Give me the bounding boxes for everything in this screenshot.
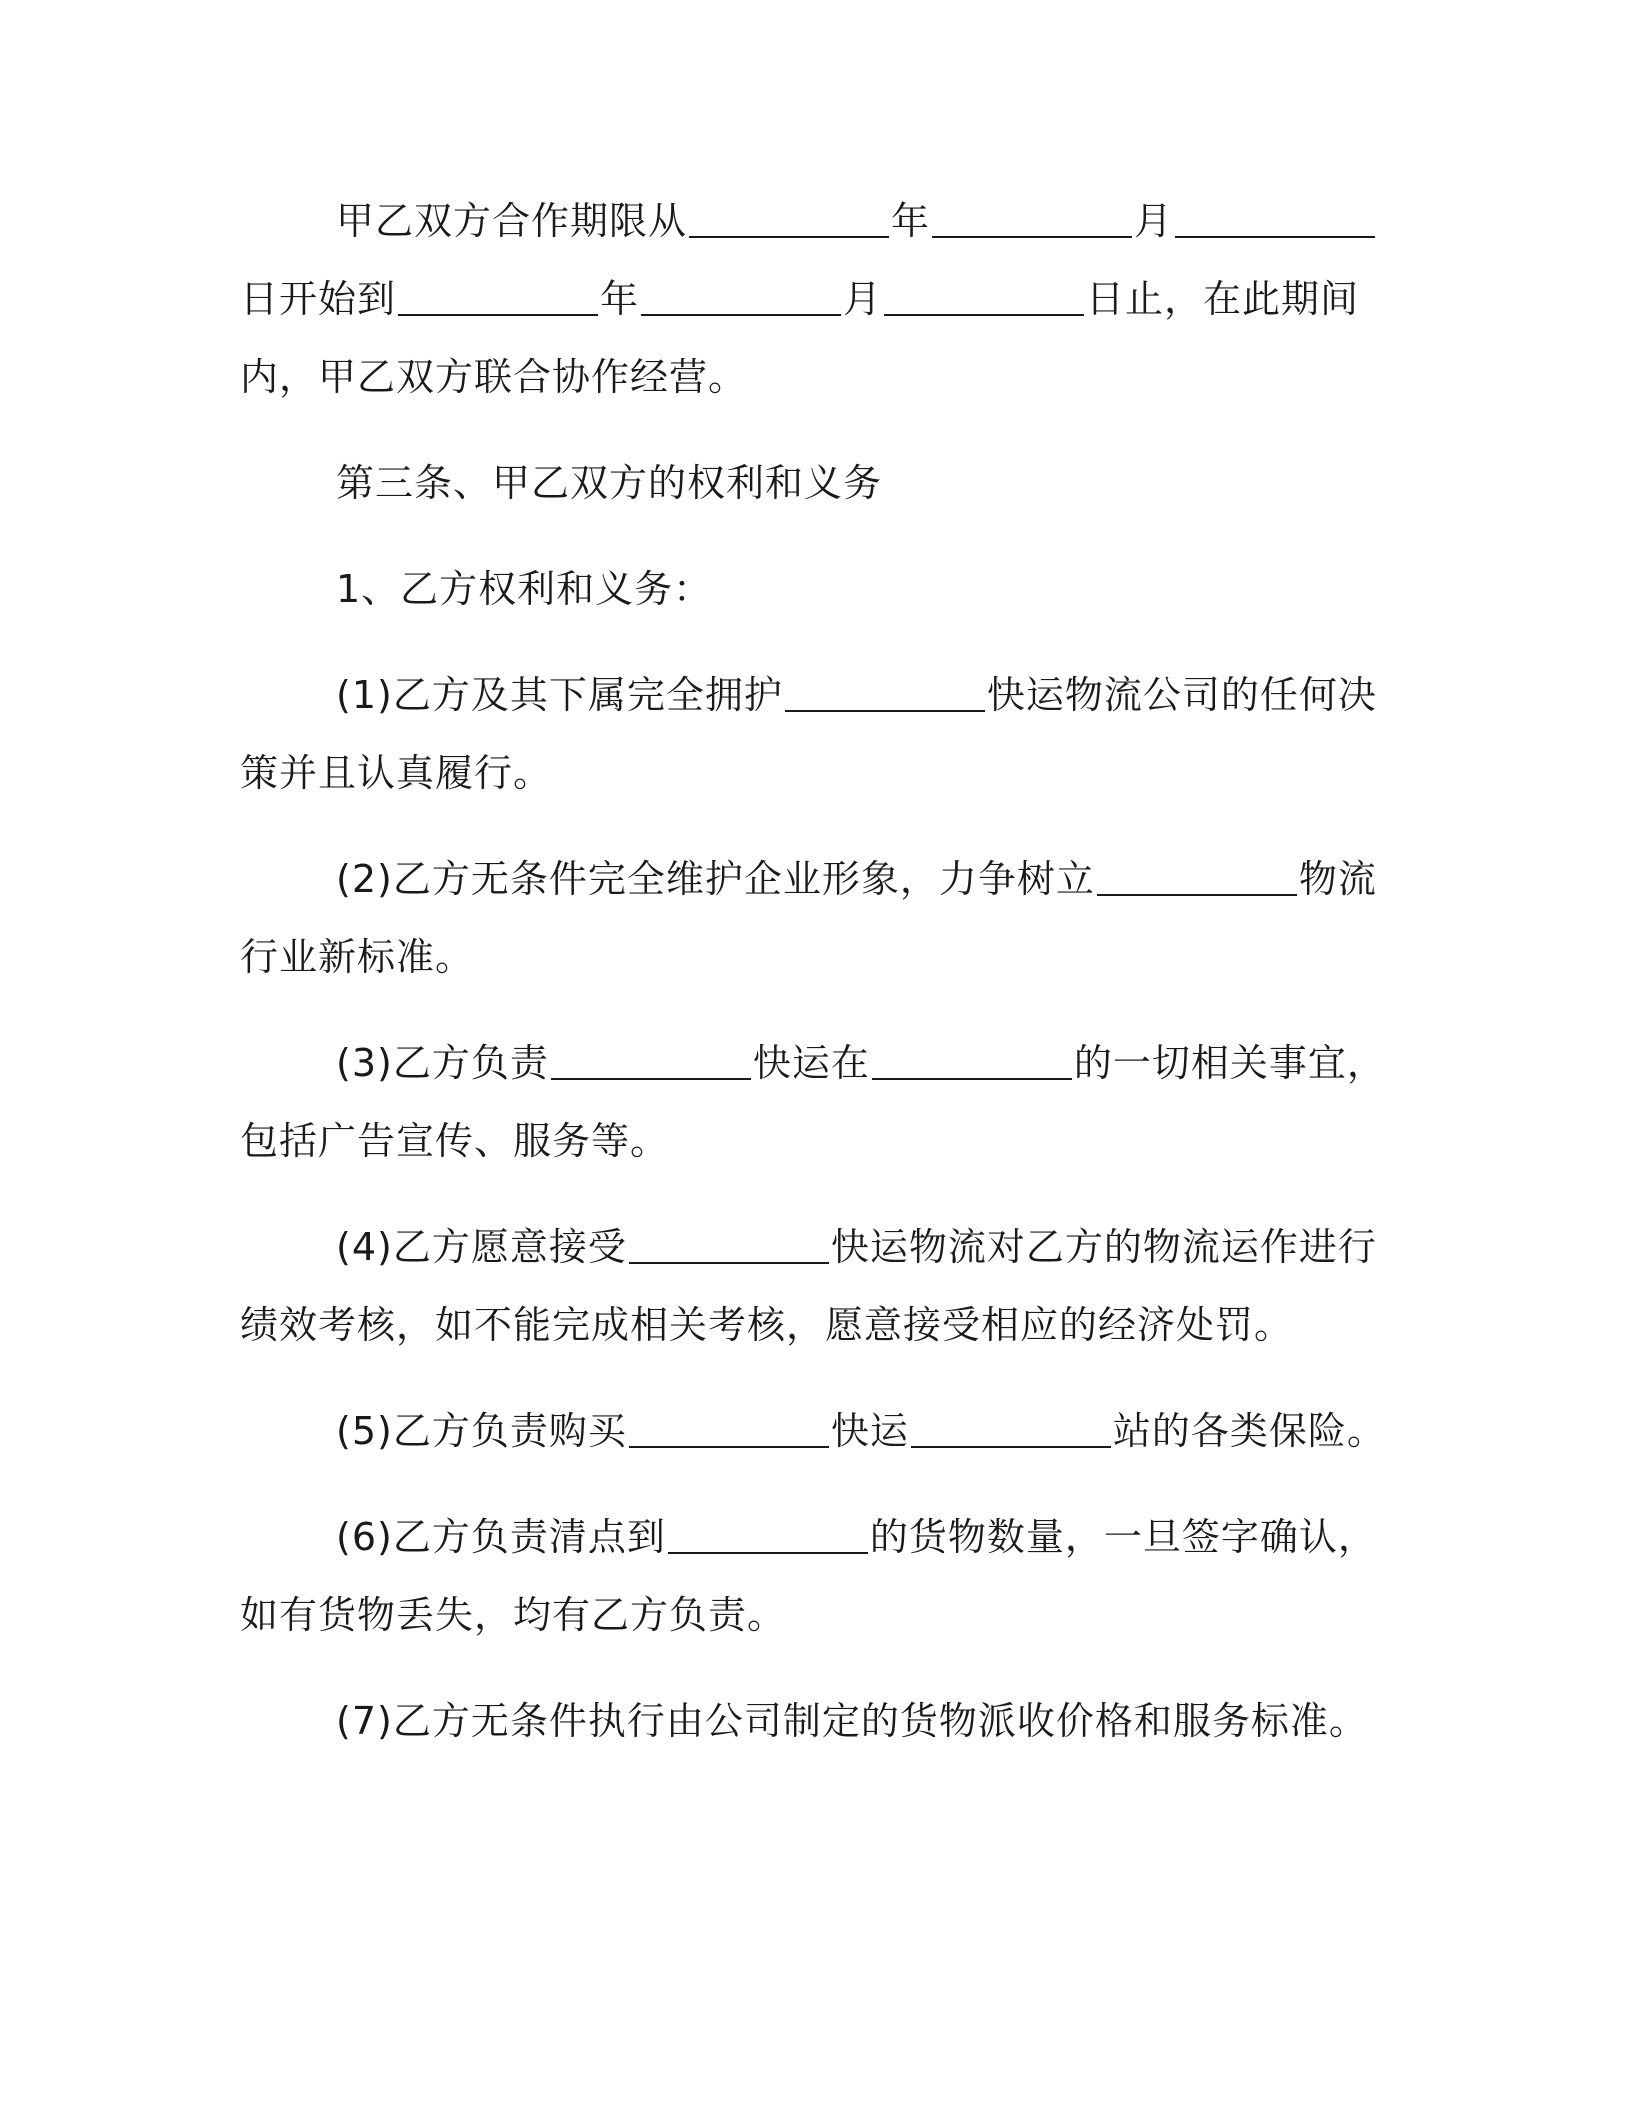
text-segment: 快运在 xyxy=(752,1041,870,1085)
text-segment: 年 xyxy=(891,199,931,243)
text-segment: 物流行业新标准。 xyxy=(240,857,1377,979)
text-segment: 快运 xyxy=(830,1409,909,1453)
text-segment: 快运物流公司的任何决策并且认真履行。 xyxy=(240,673,1377,795)
text-segment: 的货物数量，一旦签字确认，如有货物丢失，均有乙方负责。 xyxy=(240,1515,1377,1637)
text-segment: (4)乙方愿意接受 xyxy=(336,1225,627,1269)
text-segment: 快运物流对乙方的物流运作进行绩效考核，如不能完成相关考核，愿意接受相应的经济处罚。 xyxy=(240,1225,1377,1347)
blank-line xyxy=(668,1514,868,1554)
blank-line xyxy=(1097,856,1297,896)
section-1-heading: 1、乙方权利和义务： xyxy=(336,567,713,611)
item-1-paragraph xyxy=(240,656,1390,812)
item-4-paragraph xyxy=(240,1208,1390,1364)
item-7-paragraph xyxy=(240,1682,1390,1760)
text-segment: (6)乙方负责清点到 xyxy=(336,1515,666,1559)
text-segment: 甲乙双方合作期限从 xyxy=(336,199,688,243)
blank-line xyxy=(1175,198,1375,238)
blank-line xyxy=(872,1040,1072,1080)
blank-line xyxy=(629,1408,829,1448)
blank-line xyxy=(689,198,889,238)
item-2-paragraph xyxy=(240,840,1390,996)
cooperation-period-paragraph xyxy=(240,182,1390,416)
document-body xyxy=(240,182,1390,1788)
blank-line xyxy=(932,198,1132,238)
blank-line xyxy=(398,276,598,316)
text-segment: (3)乙方负责 xyxy=(336,1041,549,1085)
item-5-paragraph xyxy=(240,1392,1390,1470)
text-segment: (1)乙方及其下属完全拥护 xyxy=(336,673,783,717)
text-segment: (7)乙方无条件执行由公司制定的货物派收价格和服务标准。 xyxy=(336,1699,1368,1743)
text-segment: 站的各类保险。 xyxy=(1112,1409,1386,1453)
text-segment: 日止，在此期间内，甲乙双方联合协作经营。 xyxy=(240,277,1360,399)
text-segment: (2)乙方无条件完全维护企业形象，力争树立 xyxy=(336,857,1095,901)
blank-line xyxy=(629,1224,829,1264)
text-segment: 月 xyxy=(843,277,883,321)
blank-line xyxy=(641,276,841,316)
item-3-paragraph xyxy=(240,1024,1390,1180)
text-segment: 月 xyxy=(1134,199,1174,243)
text-segment: 年 xyxy=(600,277,640,321)
blank-line xyxy=(551,1040,751,1080)
blank-line xyxy=(884,276,1084,316)
text-segment: 的一切相关事宜，包括广告宣传、服务等。 xyxy=(240,1041,1386,1163)
item-6-paragraph xyxy=(240,1498,1390,1654)
blank-line xyxy=(785,672,985,712)
text-segment: (5)乙方负责购买 xyxy=(336,1409,627,1453)
text-segment: 日开始到 xyxy=(240,277,397,321)
article-3-heading: 第三条、甲乙双方的权利和义务 xyxy=(336,461,883,505)
blank-line xyxy=(911,1408,1111,1448)
